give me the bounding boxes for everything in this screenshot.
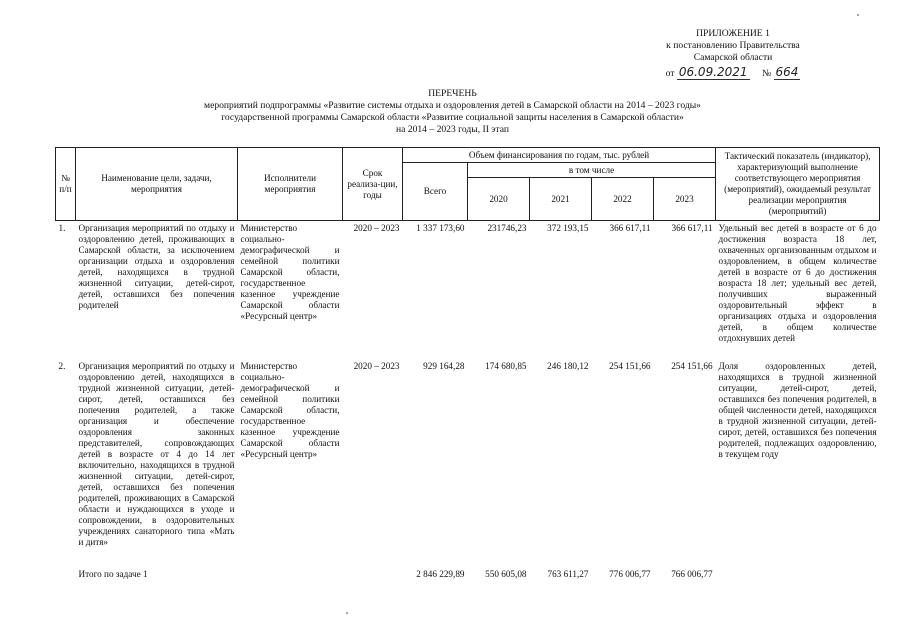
title-line-1: ПЕРЕЧЕНЬ — [428, 88, 477, 99]
appendix-from-label: от — [665, 68, 675, 79]
total-label: Итого по задаче 1 — [78, 568, 148, 579]
total-2020: 550 605,08 — [485, 568, 527, 579]
header-including: в том числе — [468, 163, 716, 178]
appendix-number-label: № — [761, 68, 772, 79]
row-term: 2020 – 2023 — [353, 223, 400, 233]
header-2021: 2021 — [530, 178, 592, 221]
row-name: Организация мероприятий по отдыху и оздоровлению детей, находящихся в трудной жизненной ситуации, детей-сирот, детей, оставшихся без попечения родителей, а также организация и обеспечение оздоровления законных представителей, сопровождающих детей в возрасте от 4 до 14 лет включительно, находящихся в трудной жизненной ситуации, детей-сирот, детей, оставшихся без попечения родителей, проживающих в Самарской области и нуждающихся в уходе и сопровождении, в оздоровительных учреждениях санаторного типа «Мать и дитя» — [78, 360, 235, 547]
table-row — [56, 359, 880, 567]
total-sum: 2 846 229,89 — [416, 568, 465, 579]
document-title — [0, 88, 905, 136]
header-2023: 2023 — [654, 178, 716, 221]
title-line-4: на 2014 – 2023 годы, II этап — [396, 124, 509, 135]
row-executors: Министерство социально-демографической и семейной политики Самарской области, государственное казенное учреждение Самарской области «Ресурсный центр» — [240, 360, 340, 459]
row-total: 1 337 173,60 — [416, 223, 465, 233]
header-executors: Исполнители мероприятия — [238, 148, 343, 221]
row-2022: 254 151,66 — [609, 360, 651, 371]
appendix-decree: к постановлению Правительства — [666, 40, 800, 51]
appendix-region: Самарской области — [693, 52, 773, 63]
row-num: 2. — [58, 360, 66, 371]
appendix-title: ПРИЛОЖЕНИЕ 1 — [696, 28, 770, 39]
total-row — [56, 567, 880, 582]
header-term: Срок реализа-ции, годы — [343, 148, 403, 221]
row-total: 929 164,28 — [423, 360, 465, 371]
header-name: Наименование цели, задачи, мероприятия — [76, 148, 238, 221]
row-term: 2020 – 2023 — [353, 360, 400, 371]
total-2023: 766 006,77 — [671, 568, 713, 579]
row-2022: 366 617,11 — [609, 223, 651, 233]
appendix-number: 664 — [775, 65, 799, 79]
title-line-3: государственной программы Самарской области «Развитие социальной защиты населения в Самарской области» — [221, 112, 684, 123]
total-2022: 776 006,77 — [609, 568, 651, 579]
measures-table — [55, 147, 880, 582]
header-total: Всего — [403, 163, 468, 221]
row-num: 1. — [58, 223, 66, 233]
appendix-date: 06.09.2021 — [678, 65, 748, 79]
appendix-block — [653, 28, 813, 80]
scan-speck — [346, 612, 348, 614]
row-2021: 246 180,12 — [547, 360, 589, 371]
title-line-2: мероприятий подпрограммы «Развитие системы отдыха и оздоровления детей в Самарской области на 2014 – 2023 годы» — [204, 100, 701, 111]
header-num: № п/п — [56, 148, 76, 221]
scan-speck — [857, 14, 859, 16]
row-executors: Министерство социально-демографической и семейной политики Самарской области, государственное казенное учреждение Самарской области «Ресурсный центр» — [240, 223, 340, 321]
appendix-date-line — [653, 66, 813, 80]
row-2020: 174 680,85 — [485, 360, 527, 371]
row-indicator: Удельный вес детей в возрасте от 6 до достижения возраста 18 лет, охваченных организованным отдыхом и оздоровлением, в общем количестве детей в возрасте от 6 до достижения возраста 18 лет; удельный вес детей, получивших выраженный оздоровительный эффект в организациях отдыха и оздоровления детей, в общем количестве отдохнувших детей — [718, 223, 877, 343]
row-2023: 254 151,66 — [671, 360, 713, 371]
row-2020: 231746,23 — [487, 223, 527, 233]
header-funding: Объем финансирования по годам, тыс. рублей — [403, 148, 716, 163]
row-indicator: Доля оздоровленных детей, находящихся в трудной жизненной ситуации, детей-сирот, детей, оставшихся без попечения родителей, в общей численности детей, находящихся в трудной жизненной ситуации, детей-сирот, детей, оставшихся без попечения родителей, подлежащих оздоровлению, в текущем году — [718, 360, 877, 459]
header-2020: 2020 — [468, 178, 530, 221]
row-name: Организация мероприятий по отдыху и оздоровлению детей, проживающих в Самарской области, за исключением организации отдыха и оздоровления детей, находящихся в трудной жизненной ситуации, детей-сирот, детей, оставшихся без попечения родителей — [78, 223, 235, 310]
row-2023: 366 617,11 — [671, 223, 713, 233]
table-row — [56, 221, 880, 359]
total-2021: 763 611,27 — [547, 568, 589, 579]
row-2021: 372 193,15 — [547, 223, 589, 233]
header-2022: 2022 — [592, 178, 654, 221]
table-header — [56, 148, 880, 221]
header-indicator: Тактический показатель (индикатор), характеризующий выполнение соответствующего мероприятия (мероприятий), ожидаемый результат реализации мероприятия (мероприятий) — [716, 148, 880, 221]
